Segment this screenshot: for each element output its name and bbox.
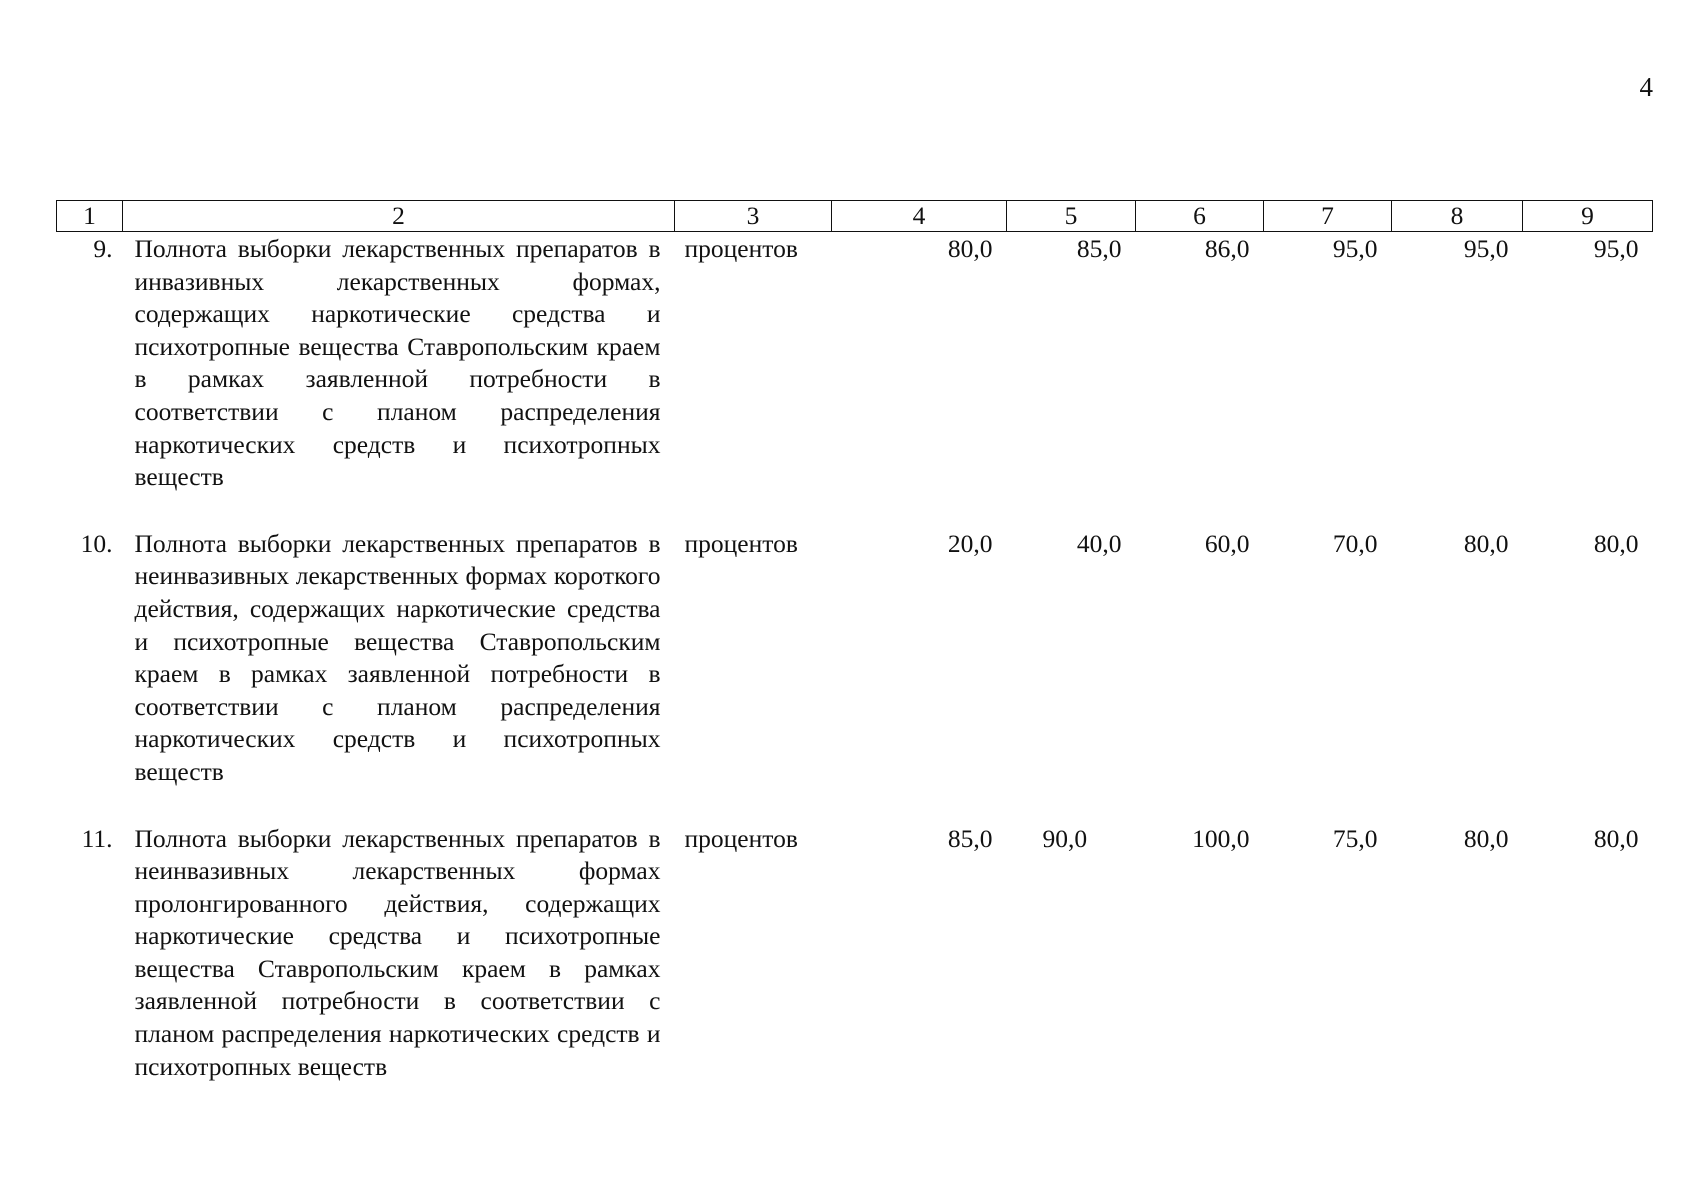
value-col-6: 86,0	[1204, 234, 1250, 263]
table-header	[57, 201, 1653, 232]
value-col-5: 85,0	[1076, 234, 1122, 263]
value-col-5: 40,0	[1076, 528, 1122, 558]
indicators-table	[56, 200, 1653, 1103]
row-number: 11.	[81, 823, 113, 853]
value-col-9: 80,0	[1593, 823, 1639, 853]
column-header-6: 6	[1136, 201, 1264, 232]
column-header-7: 7	[1264, 201, 1392, 232]
table-row	[57, 232, 1653, 528]
unit-of-measure: процентов	[684, 823, 798, 853]
value-col-8: 80,0	[1463, 528, 1509, 558]
column-header-5: 5	[1007, 201, 1136, 232]
unit-of-measure: процентов	[684, 528, 798, 558]
indicators-table-container	[56, 200, 1652, 1103]
table-row	[57, 823, 1653, 1104]
table-body	[57, 232, 1653, 1104]
row-number: 10.	[80, 528, 113, 558]
value-col-6: 60,0	[1204, 528, 1250, 558]
value-col-7: 95,0	[1332, 234, 1378, 263]
value-col-7: 70,0	[1332, 528, 1378, 558]
column-header-9: 9	[1523, 201, 1653, 232]
column-number-row	[57, 201, 1653, 232]
value-col-8: 95,0	[1463, 234, 1509, 263]
indicator-name: Полнота выборки лекарственных препаратов в неинвазивных лекарственных формах короткого действия, содержащих наркотические средства и психотропные вещества Ставропольским краем в рамках заявленной потребности в соответствии с планом распределения наркотических средств и психотропных веществ	[134, 528, 661, 786]
column-header-8: 8	[1392, 201, 1523, 232]
column-header-3: 3	[675, 201, 832, 232]
value-col-4: 80,0	[947, 234, 993, 263]
column-header-1: 1	[57, 201, 123, 232]
column-header-2: 2	[123, 201, 675, 232]
unit-of-measure: процентов	[684, 234, 798, 263]
value-col-4: 20,0	[947, 528, 993, 558]
value-col-9: 95,0	[1593, 234, 1639, 263]
row-number: 9.	[93, 234, 113, 263]
column-header-4: 4	[832, 201, 1007, 232]
page-number: 4	[1639, 72, 1653, 102]
value-col-7: 75,0	[1332, 823, 1378, 853]
indicator-name: Полнота выборки лекарственных препаратов в неинвазивных лекарственных формах пролонгированного действия, содержащих наркотические средства и психотропные вещества Ставропольским краем в рамках заявленной потребности в соответствии с планом распределения наркотических средств и психотропных веществ	[134, 823, 661, 1081]
value-col-9: 80,0	[1593, 528, 1639, 558]
value-col-6: 100,0	[1192, 823, 1250, 853]
value-col-8: 80,0	[1463, 823, 1509, 853]
indicator-name: Полнота выборки лекарственных препаратов в инвазивных лекарственных формах, содержащих наркотические средства и психотропные вещества Ставропольским краем в рамках заявленной потребности в соответствии с планом распределения наркотических средств и психотропных веществ	[134, 234, 661, 492]
value-col-5: 90,0	[1042, 823, 1088, 853]
value-col-4: 85,0	[947, 823, 993, 853]
table-row	[57, 528, 1653, 823]
